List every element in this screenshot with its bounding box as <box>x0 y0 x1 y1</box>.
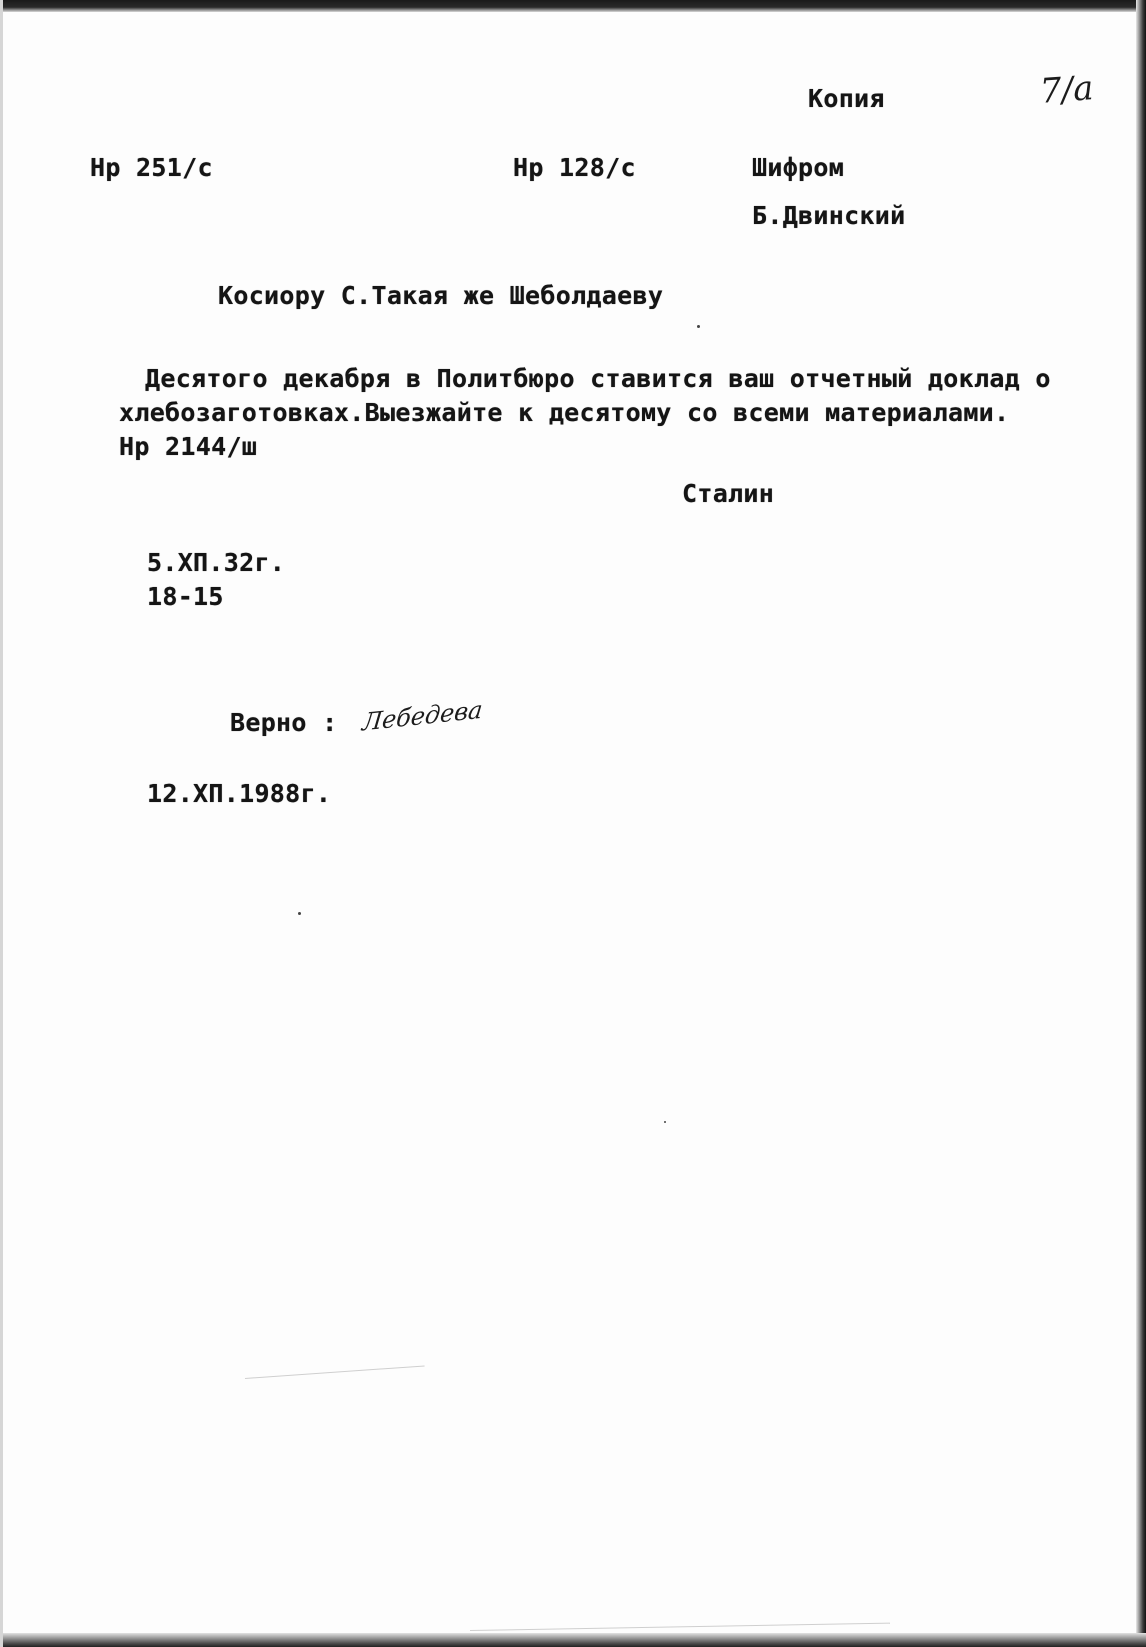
verified-label: Верно : <box>230 708 338 737</box>
reference-number-left: Нр 251/с <box>90 153 213 182</box>
certification-date: 12.XП.1988г. <box>147 779 332 808</box>
copy-mark: Копия <box>808 84 885 113</box>
date-sent: 5.XП.32г. <box>147 548 286 577</box>
scan-edge-bottom <box>0 1633 1146 1647</box>
paper-crease <box>470 1623 890 1631</box>
telegram-body-line-2: хлебозаготовках.Выезжайте к десятому со всеми материалами. <box>119 398 1010 427</box>
telegram-body-line-1: Десятого декабря в Политбюро ставится ваш отчетный доклад о <box>145 364 1051 393</box>
scan-edge-right <box>1136 0 1146 1647</box>
scan-edge-top <box>0 0 1146 12</box>
signature-name: Сталин <box>682 479 775 508</box>
paper-crease <box>245 1365 425 1379</box>
cipher-mark: Шифром <box>752 153 845 182</box>
scan-speck <box>664 1121 666 1123</box>
sheet-number: 7/а <box>1038 68 1095 112</box>
telegram-body-reference: Нр 2144/ш <box>119 432 258 461</box>
addressees: Косиору С.Такая же Шеболдаеву <box>218 281 664 310</box>
sender-origin: Б.Двинский <box>752 201 906 230</box>
verifier-signature: Лебедева <box>360 695 484 737</box>
scan-speck <box>298 912 301 915</box>
reference-number-center: Нр 128/с <box>513 153 636 182</box>
scan-edge-left <box>0 0 3 1647</box>
scan-speck <box>697 325 700 328</box>
time-sent: 18-15 <box>147 582 224 611</box>
